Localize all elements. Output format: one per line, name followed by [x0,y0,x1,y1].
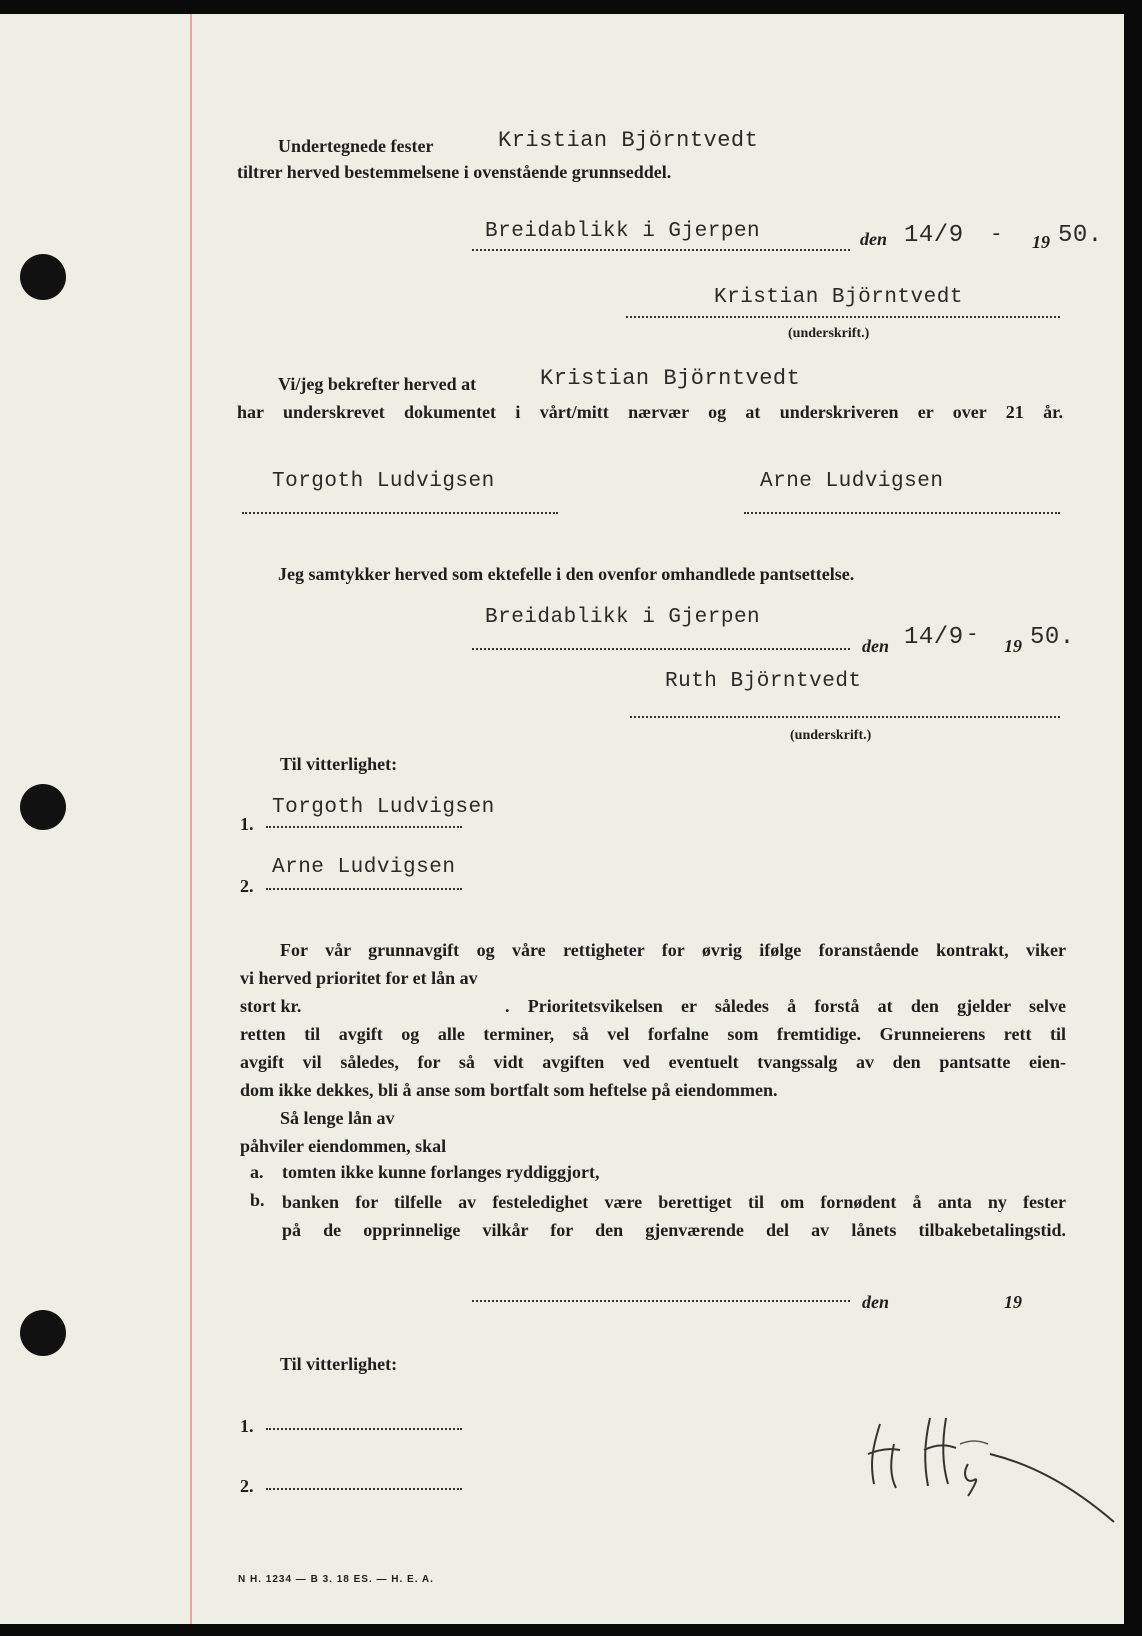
witness-2-name: Arne Ludvigsen [272,856,456,879]
dash-1: - [990,224,1004,247]
red-margin-line [190,14,192,1624]
year-suffix-1: 50. [1058,222,1103,249]
year-suffix-2: 50. [1030,624,1075,651]
place-line-2 [472,648,850,650]
dash-2: - [966,624,980,647]
witness-num-2: 2. [240,876,254,896]
witness-heading-1: Til vitterlighet: [280,754,398,774]
signature-caption-1: (underskrift.) [788,326,870,341]
date-1: 14/9 [904,222,964,249]
date-2: 14/9 [904,624,964,651]
punch-hole-middle [20,784,66,830]
witness-a-line [242,512,558,514]
confirm-label: Vi/jeg bekrefter herved at [278,374,477,394]
priority-line-3a: stort kr. [240,996,302,1016]
accession-text: tiltrer herved bestemmelsene i ovenstående grunnseddel. [237,162,672,182]
witness-3-line [266,1428,462,1430]
confirm-name: Kristian Björntvedt [540,366,801,391]
witness-1-line [266,826,462,828]
witness-heading-2: Til vitterlighet: [280,1354,398,1374]
witness-num-3: 1. [240,1416,254,1436]
priority-line-1: For vår grunnavgift og våre rettigheter for øvrig ifølge foranstående kontrakt, viker [280,940,1066,960]
item-b-text-1: banken for tilfelle av festeledighet være berettiget til om fornødent å anta ny fester [282,1192,1066,1212]
priority-line-8: påhviler eiendommen, skal [240,1136,447,1156]
confirm-text: har underskrevet dokumentet i vårt/mitt nærvær og at underskriveren er over 21 år. [237,402,1063,422]
witness-a: Torgoth Ludvigsen [272,470,495,493]
priority-line-2: vi herved prioritet for et lån av [240,968,478,988]
document-page [0,14,1124,1624]
den-label-3: den [862,1292,889,1312]
item-a-label: a. [250,1162,264,1182]
witness-num-1: 1. [240,814,254,834]
item-b-label: b. [250,1190,265,1210]
consent-text: Jeg samtykker herved som ektefelle i den ovenfor omhandlede pantsettelse. [278,564,855,584]
witness-num-4: 2. [240,1476,254,1496]
lessee-name: Kristian Björntvedt [498,128,759,153]
item-b-text-2: på de opprinnelige vilkår for den gjenværende del av lånets tilbakebetalingstid. [282,1220,1066,1240]
punch-hole-bottom [20,1310,66,1356]
priority-line-3b: . Prioritetsvikelsen er således å forstå at den gjelder selve [505,996,1066,1016]
signature-2: Ruth Björntvedt [665,670,862,693]
signature-1: Kristian Björntvedt [714,286,963,309]
footer-code: N H. 1234 — B 3. 18 ES. — H. E. A. [238,1574,434,1585]
priority-line-6: dom ikke dekkes, bli å anse som bortfalt som heftelse på eiendommen. [240,1080,778,1100]
handwritten-initials [850,1404,1120,1524]
priority-line-5: avgift vil således, for så vidt avgiften ved eventuelt tvangssalg av den pantsatte eien- [240,1052,1066,1072]
priority-line-7: Så lenge lån av [280,1108,395,1128]
place-line-3 [472,1300,850,1302]
punch-hole-top [20,254,66,300]
year-prefix-1: 19 [1032,232,1050,252]
place-2: Breidablikk i Gjerpen [485,606,761,629]
year-prefix-2: 19 [1004,636,1022,656]
signature-caption-2: (underskrift.) [790,728,872,743]
signature-line-1 [626,316,1060,318]
priority-line-4: retten til avgift og alle terminer, så vel forfalne som fremtidige. Grunneierens rett til [240,1024,1066,1044]
witness-4-line [266,1488,462,1490]
year-prefix-3: 19 [1004,1292,1022,1312]
witness-b-line [744,512,1060,514]
place-1: Breidablikk i Gjerpen [485,220,761,243]
den-label-2: den [862,636,889,656]
witness-1-name: Torgoth Ludvigsen [272,796,495,819]
witness-2-line [266,888,462,890]
witness-b: Arne Ludvigsen [760,470,944,493]
lessee-label: Undertegnede fester [278,136,434,156]
place-line-1 [472,249,850,251]
den-label-1: den [860,229,887,249]
signature-line-2 [630,716,1060,718]
item-a-text: tomten ikke kunne forlanges ryddiggjort, [282,1162,600,1182]
